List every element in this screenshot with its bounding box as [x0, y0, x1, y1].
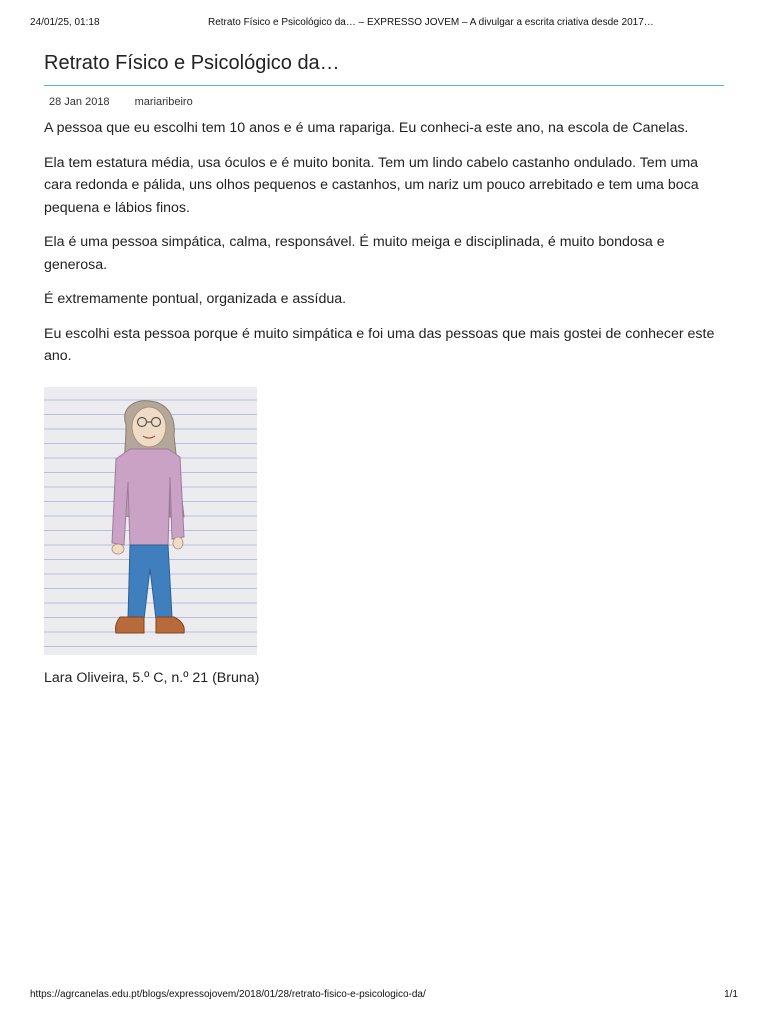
right-hand — [173, 537, 183, 549]
post-content — [44, 117, 724, 380]
post-author-link[interactable]: mariaribeiro — [134, 96, 193, 108]
left-shoe — [116, 617, 145, 633]
drawing-svg — [44, 387, 257, 655]
print-header — [30, 17, 738, 31]
print-datetime: 24/01/25, 01:18 — [30, 17, 100, 28]
print-footer — [30, 989, 738, 1003]
post-date[interactable]: 28 Jan 2018 — [49, 96, 110, 108]
image-caption: Lara Oliveira, 5.º C, n.º 21 (Bruna) — [44, 670, 260, 686]
post-meta — [49, 96, 193, 108]
paragraph: É extremamente pontual, organizada e assídua. — [44, 291, 347, 307]
page-number: 1/1 — [724, 989, 738, 1000]
print-url: https://agrcanelas.edu.pt/blogs/expressojovem/2018/01/28/retrato-fisico-e-psicologico-da/ — [30, 989, 426, 1000]
sweater — [112, 449, 184, 547]
post-title: Retrato Físico e Psicológico da… — [44, 52, 340, 74]
title-divider — [44, 85, 724, 86]
paragraph: Ela tem estatura média, usa óculos e é muito bonita. Tem um lindo cabelo castanho ondulado. Tem uma cara redonda e pálida, uns olhos pequenos e castanhos, um nariz um pouco arrebitado e tem uma boca pequena e lábios finos. — [44, 154, 699, 216]
print-page-title: Retrato Físico e Psicológico da… – EXPRESSO JOVEM – A divulgar a escrita criativa desde 2017… — [208, 17, 654, 28]
paragraph: A pessoa que eu escolhi tem 10 anos e é uma rapariga. Eu conheci-a este ano, na escola de Canelas. — [44, 120, 689, 136]
drawing-image[interactable] — [44, 387, 257, 655]
paragraph: Eu escolhi esta pessoa porque é muito simpática e foi uma das pessoas que mais gostei de conhecer este ano. — [44, 325, 715, 364]
face — [132, 407, 166, 447]
left-hand — [112, 544, 124, 554]
paragraph: Ela é uma pessoa simpática, calma, responsável. É muito meiga e disciplinada, é muito bondosa e generosa. — [44, 234, 665, 273]
